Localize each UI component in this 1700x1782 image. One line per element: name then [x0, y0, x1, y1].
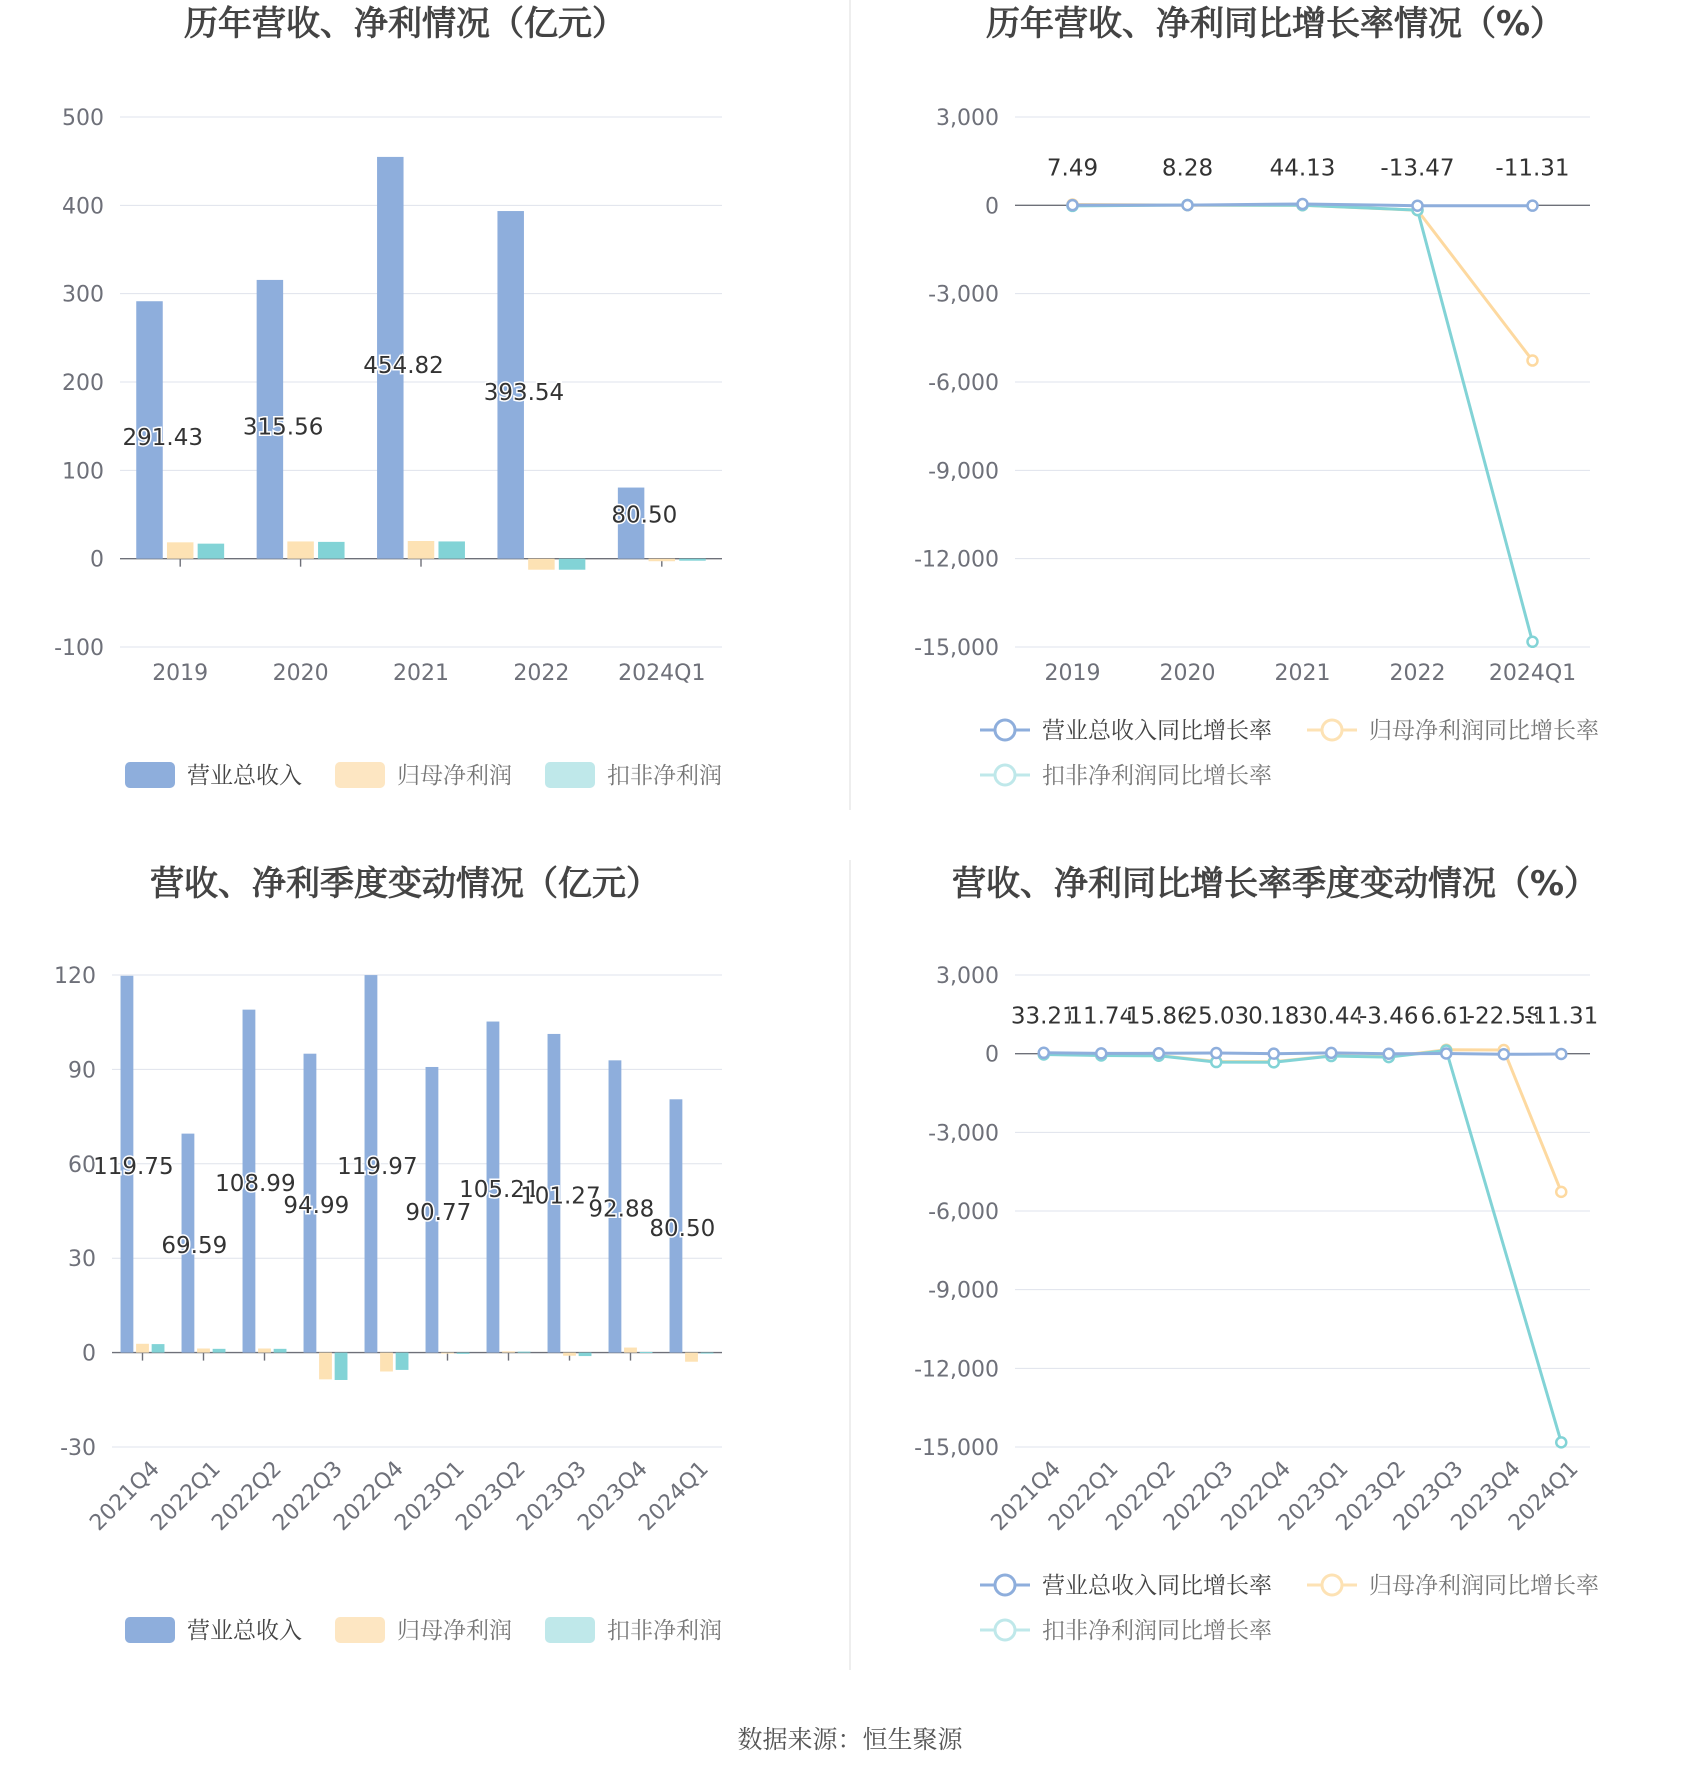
x-tick-label: 2022Q4: [1216, 1456, 1296, 1536]
deducted-profit-bar: [640, 1352, 653, 1353]
y-tick-label: -9,000: [928, 1278, 999, 1304]
annual-amounts-chart: [54, 4, 722, 789]
chart-title: 营收、净利同比增长率季度变动情况（%）: [951, 864, 1599, 904]
data-label: 8.28: [1161, 155, 1214, 182]
y-tick-label: 0: [985, 194, 999, 220]
x-tick-label: 2023Q2: [451, 1456, 531, 1536]
revenue-growth-point: [1068, 200, 1078, 210]
x-tick-label: 2023Q2: [1331, 1456, 1411, 1536]
y-tick-label: 100: [62, 459, 104, 485]
net-profit-bar: [624, 1348, 637, 1353]
data-label: -3.46: [1358, 1003, 1419, 1030]
x-tick-label: 2022: [513, 661, 570, 686]
y-tick-label: 120: [54, 964, 96, 989]
deducted-profit-bar: [335, 1353, 348, 1380]
data-label: 69.59: [161, 1233, 228, 1260]
data-label: 291.43: [122, 424, 203, 451]
deducted-profit-bar: [559, 559, 585, 570]
chart-title: 营收、净利季度变动情况（亿元）: [150, 864, 660, 904]
legend-swatch: [125, 762, 175, 788]
x-tick-label: 2022Q1: [146, 1456, 226, 1536]
y-tick-label: -15,000: [914, 1436, 999, 1461]
data-label: 7.49: [1046, 155, 1099, 182]
chart-title: 历年营收、净利同比增长率情况（%）: [985, 4, 1565, 44]
x-tick-label: 2020: [1159, 661, 1216, 686]
legend-marker: [995, 1620, 1015, 1640]
x-tick-label: 2023Q1: [1274, 1456, 1354, 1536]
legend-swatch: [335, 1617, 385, 1643]
x-tick-label: 2019: [1044, 661, 1101, 686]
data-label: 90.77: [405, 1199, 472, 1226]
revenue-growth-point: [1499, 1049, 1509, 1059]
legend-marker: [995, 1575, 1015, 1595]
x-tick-label: 2022Q4: [329, 1456, 409, 1536]
quarterly-growth-chart: [914, 864, 1599, 1644]
legend-label: 归母净利润同比增长率: [1369, 718, 1599, 744]
revenue-growth-point: [1556, 1049, 1566, 1059]
data-label: 393.54: [483, 379, 565, 406]
x-tick-label: 2023Q1: [390, 1456, 470, 1536]
x-tick-label: 2024Q1: [1504, 1456, 1584, 1536]
legend-marker: [995, 765, 1015, 785]
revenue-growth-point: [1154, 1048, 1164, 1058]
revenue-growth-point: [1326, 1048, 1336, 1058]
x-tick-label: 2022: [1389, 661, 1446, 686]
y-tick-label: -15,000: [914, 636, 999, 661]
y-tick-label: 3,000: [936, 964, 999, 989]
revenue-growth-point: [1528, 201, 1538, 211]
x-tick-label: 2021: [1274, 661, 1331, 686]
revenue-growth-point: [1096, 1048, 1106, 1058]
y-tick-label: -12,000: [914, 547, 999, 573]
quarterly-amounts-chart: [54, 864, 722, 1644]
legend-label: 归母净利润同比增长率: [1369, 1573, 1599, 1599]
net-profit-bar: [319, 1353, 332, 1380]
legend-label: 扣非净利润: [607, 763, 722, 789]
x-tick-label: 2022Q2: [1101, 1456, 1181, 1536]
legend-label: 营业总收入同比增长率: [1042, 718, 1272, 744]
y-tick-label: -6,000: [928, 1200, 999, 1225]
annual-growth-chart: [914, 4, 1599, 789]
data-label: 94.99: [283, 1193, 350, 1220]
data-label: 80.50: [611, 502, 678, 529]
legend-swatch: [125, 1617, 175, 1643]
deducted-profit-bar: [152, 1344, 165, 1352]
x-tick-label: 2020: [272, 661, 329, 686]
revenue-growth-line: [1044, 1053, 1562, 1055]
data-label: 0.18: [1248, 1003, 1300, 1030]
deducted-profit-growth-point: [1528, 637, 1538, 647]
legend-label: 扣非净利润同比增长率: [1042, 763, 1272, 789]
data-label: 315.56: [242, 414, 324, 441]
data-label: -11.31: [1495, 155, 1570, 182]
deducted-profit-bar: [318, 542, 344, 559]
y-tick-label: 200: [62, 371, 104, 396]
data-label: 454.82: [363, 352, 444, 379]
deducted-profit-bar: [701, 1353, 714, 1354]
deducted-profit-growth-line: [1044, 1051, 1562, 1443]
legend-marker: [995, 720, 1015, 740]
data-label: -11.31: [1524, 1003, 1599, 1030]
data-label: -13.47: [1380, 155, 1455, 182]
y-tick-label: -3,000: [928, 1121, 999, 1147]
net-profit-bar: [685, 1353, 698, 1362]
y-tick-label: 0: [82, 1341, 96, 1367]
y-tick-label: 3,000: [936, 106, 999, 131]
x-tick-label: 2023Q4: [573, 1456, 653, 1536]
legend-swatch: [335, 762, 385, 788]
y-tick-label: -100: [54, 636, 104, 661]
legend-label: 营业总收入同比增长率: [1042, 1573, 1272, 1599]
data-label: 108.99: [215, 1171, 296, 1198]
deducted-profit-growth-point: [1556, 1437, 1566, 1447]
revenue-growth-point: [1441, 1048, 1451, 1058]
data-label: 105.21: [459, 1177, 540, 1204]
net-profit-bar: [167, 542, 193, 558]
net-profit-bar: [258, 1349, 271, 1353]
revenue-growth-point: [1298, 199, 1308, 209]
revenue-growth-point: [1039, 1048, 1049, 1058]
x-tick-label: 2022Q1: [1044, 1456, 1124, 1536]
data-label: 92.88: [588, 1196, 655, 1223]
chart-title: 历年营收、净利情况（亿元）: [184, 4, 626, 44]
legend-label: 扣非净利润: [607, 1618, 722, 1644]
deducted-profit-bar: [198, 544, 224, 559]
data-label: 30.44: [1298, 1003, 1365, 1030]
deducted-profit-bar: [457, 1353, 470, 1354]
deducted-profit-bar: [579, 1353, 592, 1356]
data-label: -22.58: [1466, 1003, 1541, 1030]
net-profit-bar: [441, 1353, 454, 1354]
data-label: 119.97: [337, 1153, 418, 1180]
legend-label: 营业总收入: [187, 763, 302, 789]
x-tick-label: 2024Q1: [1488, 661, 1577, 686]
y-tick-label: 300: [62, 282, 104, 308]
y-tick-label: 400: [62, 194, 104, 220]
net-profit-bar: [380, 1353, 393, 1372]
legend-label: 归母净利润: [397, 1618, 512, 1644]
net-profit-bar: [408, 541, 434, 559]
x-tick-label: 2022Q2: [207, 1456, 287, 1536]
data-label: 80.50: [649, 1215, 716, 1242]
y-tick-label: -30: [60, 1436, 96, 1461]
net-profit-bar: [287, 541, 313, 558]
revenue-growth-point: [1413, 201, 1423, 211]
x-tick-label: 2023Q4: [1446, 1456, 1526, 1536]
x-tick-label: 2022Q3: [1159, 1456, 1239, 1536]
data-label: 33.21: [1010, 1003, 1077, 1030]
y-tick-label: -3,000: [928, 282, 999, 308]
legend-marker: [1322, 1575, 1342, 1595]
net-profit-bar: [502, 1351, 515, 1352]
data-source: 数据来源：恒生聚源: [737, 1725, 963, 1754]
x-tick-label: 2024Q1: [618, 661, 706, 686]
y-tick-label: -6,000: [928, 371, 999, 396]
x-tick-label: 2022Q3: [268, 1456, 348, 1536]
net-profit-growth-point: [1528, 356, 1538, 366]
legend-label: 归母净利润: [397, 763, 512, 789]
y-tick-label: 0: [985, 1042, 999, 1068]
y-tick-label: 0: [90, 547, 104, 573]
net-profit-bar: [563, 1353, 576, 1356]
x-tick-label: 2024Q1: [634, 1456, 714, 1536]
deducted-profit-bar: [213, 1349, 226, 1353]
legend-label: 扣非净利润同比增长率: [1042, 1618, 1272, 1644]
net-profit-growth-point: [1556, 1187, 1566, 1197]
revenue-growth-point: [1183, 200, 1193, 210]
y-tick-label: -9,000: [928, 459, 999, 485]
deducted-profit-bar: [396, 1353, 409, 1370]
data-label: 101.27: [520, 1183, 601, 1210]
legend-marker: [1322, 720, 1342, 740]
x-tick-label: 2021Q4: [986, 1456, 1066, 1536]
y-tick-label: 30: [68, 1247, 96, 1273]
legend-label: 营业总收入: [187, 1618, 302, 1644]
net-profit-bar: [197, 1349, 210, 1353]
deducted-profit-bar: [679, 559, 705, 561]
x-tick-label: 2023Q3: [512, 1456, 592, 1536]
revenue-growth-point: [1269, 1049, 1279, 1059]
deducted-profit-bar: [438, 541, 464, 558]
x-tick-label: 2019: [152, 661, 209, 686]
net-profit-bar: [136, 1344, 149, 1353]
data-label: 6.61: [1420, 1003, 1472, 1030]
y-tick-label: 500: [62, 106, 104, 131]
deducted-profit-bar: [274, 1349, 287, 1353]
legend-swatch: [545, 762, 595, 788]
y-tick-label: 90: [68, 1058, 96, 1084]
x-tick-label: 2021: [393, 661, 449, 686]
y-tick-label: 60: [68, 1152, 96, 1178]
revenue-growth-point: [1211, 1048, 1221, 1058]
data-label: 25.03: [1183, 1003, 1250, 1030]
y-tick-label: -12,000: [914, 1357, 999, 1383]
net-profit-bar: [649, 559, 675, 562]
data-label: 11.74: [1068, 1003, 1135, 1030]
legend-swatch: [545, 1617, 595, 1643]
data-label: 119.75: [93, 1154, 174, 1181]
data-label: 44.13: [1269, 155, 1336, 182]
net-profit-growth-line: [1073, 205, 1533, 361]
data-label: 15.86: [1125, 1003, 1192, 1030]
deducted-profit-bar: [518, 1352, 531, 1353]
revenue-growth-point: [1384, 1049, 1394, 1059]
net-profit-bar: [528, 559, 554, 570]
x-tick-label: 2021Q4: [85, 1456, 165, 1536]
net-profit-growth-line: [1044, 1050, 1562, 1192]
x-tick-label: 2023Q3: [1389, 1456, 1469, 1536]
